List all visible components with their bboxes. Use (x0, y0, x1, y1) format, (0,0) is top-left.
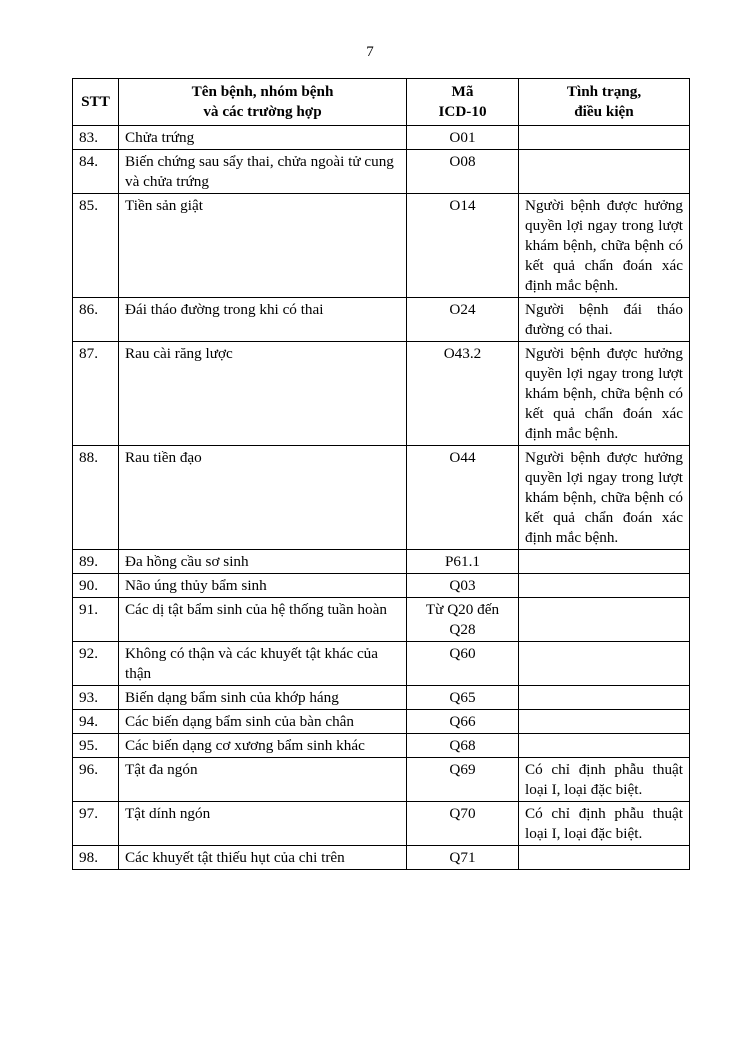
row-number-cell: 88. (73, 446, 119, 550)
disease-name-cell: Các biến dạng cơ xương bẩm sinh khác (119, 734, 407, 758)
condition-cell (519, 642, 690, 686)
condition-cell (519, 734, 690, 758)
row-number-cell: 93. (73, 686, 119, 710)
table-row (73, 342, 690, 446)
icd-code-cell: Q69 (407, 758, 519, 802)
row-number-cell: 96. (73, 758, 119, 802)
disease-name-cell: Không có thận và các khuyết tật khác của thận (119, 642, 407, 686)
icd-code-cell: P61.1 (407, 550, 519, 574)
condition-cell: Người bệnh được hưởng quyền lợi ngay trong lượt khám bệnh, chữa bệnh có kết quả chẩn đoán xác định mắc bệnh. (519, 194, 690, 298)
table-row (73, 802, 690, 846)
disease-name-cell: Chửa trứng (119, 126, 407, 150)
condition-cell (519, 550, 690, 574)
row-number-cell: 87. (73, 342, 119, 446)
icd-code-cell: Q03 (407, 574, 519, 598)
table-row (73, 710, 690, 734)
icd-code-cell: O08 (407, 150, 519, 194)
disease-name-cell: Đa hồng cầu sơ sinh (119, 550, 407, 574)
icd-code-cell: O44 (407, 446, 519, 550)
row-number-cell: 84. (73, 150, 119, 194)
icd-code-cell: Từ Q20 đến Q28 (407, 598, 519, 642)
icd-code-cell: O14 (407, 194, 519, 298)
disease-name-cell: Đái tháo đường trong khi có thai (119, 298, 407, 342)
disease-name-cell: Các dị tật bẩm sinh của hệ thống tuần hoàn (119, 598, 407, 642)
table-row (73, 150, 690, 194)
header-condition: Tình trạng, điều kiện (519, 79, 690, 126)
table-row (73, 734, 690, 758)
condition-cell: Người bệnh được hưởng quyền lợi ngay trong lượt khám bệnh, chữa bệnh có kết quả chẩn đoán xác định mắc bệnh. (519, 446, 690, 550)
icd-code-cell: O01 (407, 126, 519, 150)
icd-code-cell: Q65 (407, 686, 519, 710)
disease-name-cell: Các khuyết tật thiếu hụt của chi trên (119, 846, 407, 870)
table-row (73, 194, 690, 298)
table-row (73, 298, 690, 342)
row-number-cell: 97. (73, 802, 119, 846)
disease-name-cell: Tật đa ngón (119, 758, 407, 802)
table-header-row (73, 79, 690, 126)
disease-name-cell: Rau tiền đạo (119, 446, 407, 550)
table-row (73, 686, 690, 710)
table-row (73, 574, 690, 598)
row-number-cell: 92. (73, 642, 119, 686)
icd-code-cell: Q60 (407, 642, 519, 686)
table-row (73, 598, 690, 642)
disease-name-cell: Tiền sản giật (119, 194, 407, 298)
disease-name-cell: Biến dạng bẩm sinh của khớp háng (119, 686, 407, 710)
condition-cell: Có chỉ định phẫu thuật loại I, loại đặc biệt. (519, 802, 690, 846)
icd-code-cell: Q70 (407, 802, 519, 846)
table-row (73, 642, 690, 686)
icd-code-cell: Q68 (407, 734, 519, 758)
table-body (73, 126, 690, 870)
condition-cell (519, 126, 690, 150)
icd-disease-table (72, 78, 690, 870)
icd-code-cell: O24 (407, 298, 519, 342)
condition-cell (519, 710, 690, 734)
header-icd-code: Mã ICD-10 (407, 79, 519, 126)
disease-name-cell: Não úng thủy bẩm sinh (119, 574, 407, 598)
table-row (73, 446, 690, 550)
table-row (73, 550, 690, 574)
condition-cell (519, 574, 690, 598)
condition-cell (519, 150, 690, 194)
disease-name-cell: Các biến dạng bẩm sinh của bàn chân (119, 710, 407, 734)
page-number: 7 (366, 44, 374, 60)
row-number-cell: 90. (73, 574, 119, 598)
header-stt: STT (73, 79, 119, 126)
table-row (73, 846, 690, 870)
icd-code-cell: Q71 (407, 846, 519, 870)
row-number-cell: 95. (73, 734, 119, 758)
row-number-cell: 86. (73, 298, 119, 342)
header-disease-name: Tên bệnh, nhóm bệnh và các trường hợp (119, 79, 407, 126)
row-number-cell: 89. (73, 550, 119, 574)
icd-code-cell: Q66 (407, 710, 519, 734)
row-number-cell: 83. (73, 126, 119, 150)
condition-cell: Có chỉ định phẫu thuật loại I, loại đặc biệt. (519, 758, 690, 802)
condition-cell (519, 686, 690, 710)
row-number-cell: 91. (73, 598, 119, 642)
icd-code-cell: O43.2 (407, 342, 519, 446)
row-number-cell: 94. (73, 710, 119, 734)
condition-cell (519, 598, 690, 642)
condition-cell (519, 846, 690, 870)
table-row (73, 126, 690, 150)
disease-name-cell: Biến chứng sau sẩy thai, chửa ngoài tử cung và chửa trứng (119, 150, 407, 194)
row-number-cell: 98. (73, 846, 119, 870)
row-number-cell: 85. (73, 194, 119, 298)
condition-cell: Người bệnh được hưởng quyền lợi ngay trong lượt khám bệnh, chữa bệnh có kết quả chẩn đoán xác định mắc bệnh. (519, 342, 690, 446)
disease-name-cell: Tật dính ngón (119, 802, 407, 846)
condition-cell: Người bệnh đái tháo đường có thai. (519, 298, 690, 342)
table-row (73, 758, 690, 802)
disease-name-cell: Rau cài răng lược (119, 342, 407, 446)
